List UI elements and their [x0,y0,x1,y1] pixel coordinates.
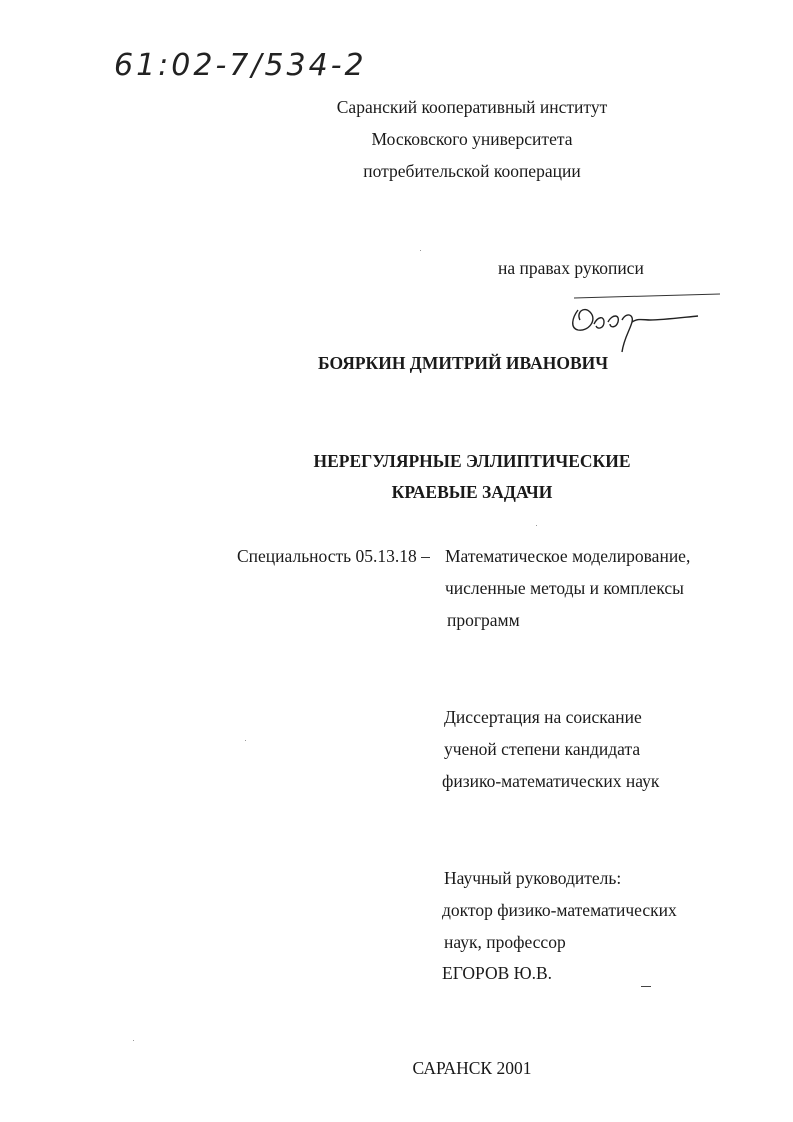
rights-note: на правах рукописи [498,258,644,278]
specialty-line-2: численные методы и комплексы [445,578,684,598]
supervisor-name: ЕГОРОВ Ю.В. [442,963,553,983]
city-year: САРАНСК 2001 [412,1058,532,1078]
supervisor-heading: Научный руководитель: [444,868,622,888]
institution-line-2: Московского университета [371,129,573,149]
dissertation-title-line-1: НЕРЕГУЛЯРНЫЕ ЭЛЛИПТИЧЕСКИЕ [313,451,631,471]
scan-mark [641,986,651,987]
degree-line-3: физико-математических наук [442,771,660,791]
scan-speck [245,740,246,741]
specialty-line-3: программ [447,610,520,630]
degree-line-1: Диссертация на соискание [444,707,642,727]
specialty-line-1: Математическое моделирование, [445,546,691,566]
supervisor-line-2: наук, профессор [444,932,566,952]
dissertation-title-line-2: КРАЕВЫЕ ЗАДАЧИ [391,482,553,502]
scan-speck [133,1040,134,1041]
supervisor-line-1: доктор физико-математических [442,900,677,920]
scan-speck [536,525,537,526]
author-name: БОЯРКИН ДМИТРИЙ ИВАНОВИЧ [318,353,609,373]
specialty-label: Специальность 05.13.18 – [237,546,430,566]
institution-line-1: Саранский кооперативный институт [336,97,608,117]
archive-code: 61:02-7/534-2 [114,48,367,83]
degree-line-2: ученой степени кандидата [444,739,641,759]
signature [566,290,726,358]
scan-speck [420,250,421,251]
institution-line-3: потребительской кооперации [363,161,581,181]
